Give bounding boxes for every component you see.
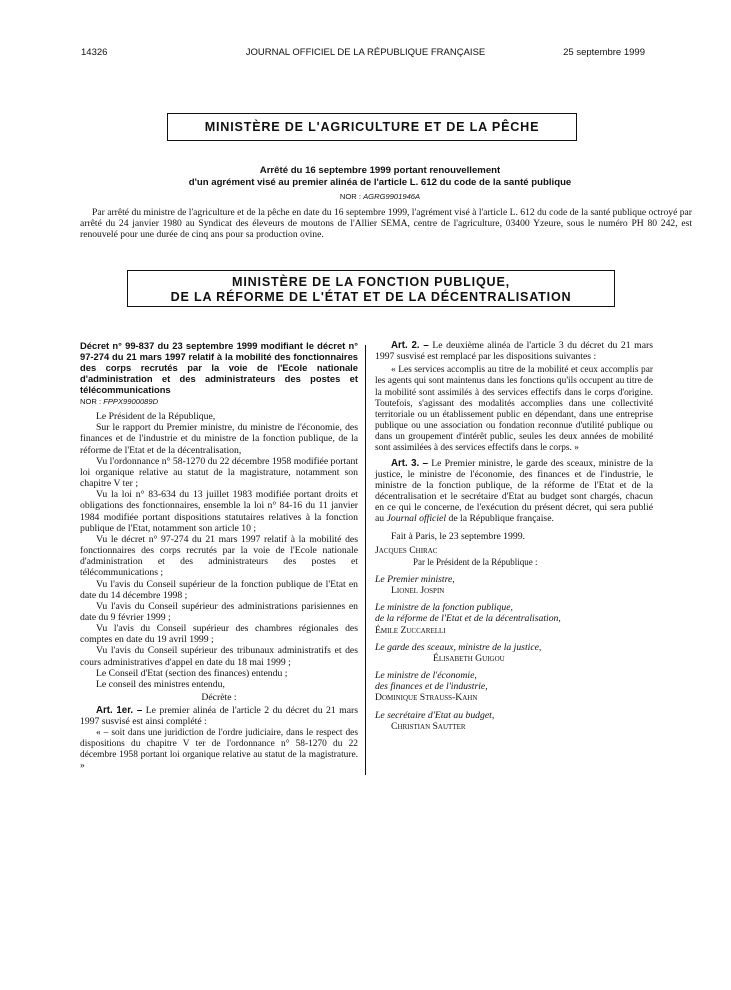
decret-p9: Vu l'avis du Conseil supérieur des tribunaux administratifs et des cours administratives d'appel en date du 18 mai 1999 ; <box>80 645 358 668</box>
art3-journal: Journal officiel <box>386 513 447 525</box>
column-divider <box>365 345 366 775</box>
eco-title-1: Le ministre de l'économie, <box>375 670 477 682</box>
arrete-body: Par arrêté du ministre de l'agriculture et de la pêche en date du 16 septembre 1999, l'agrément visé à l'article L. 612 du code de la santé publique octroyé par arrêté du 24 janvier 1980 au Syndicat des éleveurs de moutons de l'Allier SEMA, centre de l'agriculture, 03400 Yzeure, sous le numéro PH 80 242, est renouvelé pour une durée de cinq ans pour sa production ovine. <box>80 207 692 241</box>
decret-p11: Le conseil des ministres entendu, <box>96 678 225 690</box>
arrete-title-2: d'un agrément visé au premier alinéa de l'article L. 612 du code de la santé publique <box>188 177 572 188</box>
decret-p6: Vu l'avis du Conseil supérieur de la fonction publique de l'Etat en date du 14 décembre 1998 ; <box>80 578 358 601</box>
nor-label: NOR : <box>339 192 364 201</box>
pm-name: Lionel Jospin <box>391 585 445 597</box>
art1-text: Le premier alinéa de l'article 2 du décret du 21 mars 1997 susvisé est ainsi complété : <box>80 705 358 728</box>
arrete-nor <box>60 192 700 201</box>
decret-nor <box>80 396 358 407</box>
ministry-fonction-publique-box <box>127 270 615 307</box>
ministry-agriculture-box <box>167 113 577 141</box>
pm-title: Le Premier ministre, <box>375 573 455 585</box>
decret-p1: Le Président de la République, <box>96 411 216 423</box>
nor-value: FPPX9900089D <box>103 397 159 406</box>
fait-a-paris: Fait à Paris, le 23 septembre 1999. <box>391 530 525 542</box>
article-2 <box>375 340 653 362</box>
par-le-president: Par le Président de la République : <box>413 556 538 567</box>
nor-label: NOR : <box>80 397 104 406</box>
page-number: 14326 <box>81 47 108 58</box>
bud-title: Le secrétaire d'Etat au budget, <box>375 709 495 721</box>
decret-left-column <box>80 340 358 772</box>
js-title: Le garde des sceaux, ministre de la justice, <box>375 641 542 653</box>
ministry-fp-line2: DE LA RÉFORME DE L'ÉTAT ET DE LA DÉCENTRALISATION <box>170 290 572 304</box>
fp-title-1: Le ministre de la fonction publique, <box>375 602 513 614</box>
decret-p5: Vu le décret n° 97-274 du 21 mars 1997 relatif à la mobilité des fonctionnaires des corps recrutés par la voie de l'Ecole nationale d'administration et des administrateurs des postes et télécommunications ; <box>80 533 358 579</box>
art2-label: Art. 2. – <box>391 340 429 351</box>
decret-p10: Le Conseil d'Etat (section des finances) entendu ; <box>96 667 288 679</box>
art1-label: Art. 1er. – <box>96 705 143 717</box>
eco-title-2: des finances et de l'industrie, <box>375 681 488 693</box>
decret-p2: Sur le rapport du Premier ministre, du ministre de l'économie, des finances et de l'industrie et du ministre de la fonction publique, de la réforme de l'Etat et de la décentralisation, <box>80 422 358 456</box>
signer-name: Jacques Chirac <box>375 544 438 556</box>
art2-text: Le deuxième alinéa de l'article 3 du décret du 21 mars 1997 susvisé est remplacé par les dispositions suivantes : <box>375 340 653 363</box>
art2-quote: « Les services accomplis au titre de la mobilité et ceux accomplis par les agents qui sont maintenus dans les fonctions qu'ils occupent au titre de la mobilité sont assimilés à des services effectifs dans le corps d'origine. Toutefois, s'agissant des modalités accomplies dans une collectivité territoriale ou un établissement public en dépendant, dans une entreprise publique ou une association ou fondation reconnue d'utilité publique ou dans un groupement d'intérêt public, seules les deux années de mobilité sont assimilées à des services effectifs dans le corps. » <box>375 365 653 454</box>
decret-p8: Vu l'avis du Conseil supérieur des chambres régionales des comptes en date du 19 avril 1999 ; <box>80 623 358 646</box>
nor-value: AGRG9901946A <box>363 192 421 201</box>
art1-quote: « – soit dans une juridiction de l'ordre judiciaire, dans le respect des dispositions du chapitre V ter de l'ordonnance n° 58-1270 du 22 décembre 1958 portant loi organique relative au statut de la magistrature. » <box>80 727 358 771</box>
art3-label: Art. 3. – <box>391 457 429 469</box>
ministry-fp-line1: MINISTÈRE DE LA FONCTION PUBLIQUE, <box>232 275 510 289</box>
journal-title: JOURNAL OFFICIEL DE LA RÉPUBLIQUE FRANÇAISE <box>245 47 486 58</box>
fp-title-2: de la réforme de l'Etat et de la décentralisation, <box>375 613 561 625</box>
arrete-title-1: Arrêté du 16 septembre 1999 portant renouvellement <box>259 165 501 176</box>
issue-date: 25 septembre 1999 <box>563 47 645 58</box>
decrete: Décrète : <box>201 692 237 704</box>
js-name: Élisabeth Guigou <box>433 652 505 664</box>
bud-name: Christian Sautter <box>391 720 466 732</box>
decret-right-column <box>375 340 653 732</box>
decret-title: Décret n° 99-837 du 23 septembre 1999 modifiant le décret n° 97-274 du 21 mars 1997 relatif à la mobilité des fonctionnaires des corps recrutés par la voie de l'Ecole nationale d'administration et des administrateurs des postes et télécommunications <box>80 340 358 395</box>
article-3 <box>375 458 653 525</box>
article-1 <box>80 705 358 727</box>
ministry-agriculture-name: MINISTÈRE DE L'AGRICULTURE ET DE LA PÊCHE <box>204 120 540 134</box>
fp-name: Émile Zuccarelli <box>375 624 446 636</box>
eco-name: Dominique Strauss-Kahn <box>375 692 478 704</box>
decret-p4: Vu la loi n° 83-634 du 13 juillet 1983 modifiée portant droits et obligations des fonctionnaires, ensemble la loi n° 84-16 du 11 janvier 1984 modifiée portant dispositions statutaires relatives à la fonction publique de l'Etat, notamment son article 10 ; <box>80 489 358 534</box>
art3-end: de la République française. <box>446 513 554 525</box>
art3-text: Le Premier ministre, le garde des sceaux, ministre de la justice, le ministre de l'économie, des finances et de l'industrie, le ministre de la fonction publique, de la réforme de l'Etat et de la décentralisation et le secrétaire d'Etat au budget sont chargés, chacun en ce qui le concerne, de l'exécution du présent décret, qui sera publié au <box>375 457 653 525</box>
decret-p3: Vu l'ordonnance n° 58-1270 du 22 décembre 1958 modifiée portant loi organique relative au statut de la magistrature, notamment son chapitre V ter ; <box>80 455 358 490</box>
decret-p7: Vu l'avis du Conseil supérieur des administrations parisiennes en date du 9 février 1999 ; <box>80 600 358 623</box>
